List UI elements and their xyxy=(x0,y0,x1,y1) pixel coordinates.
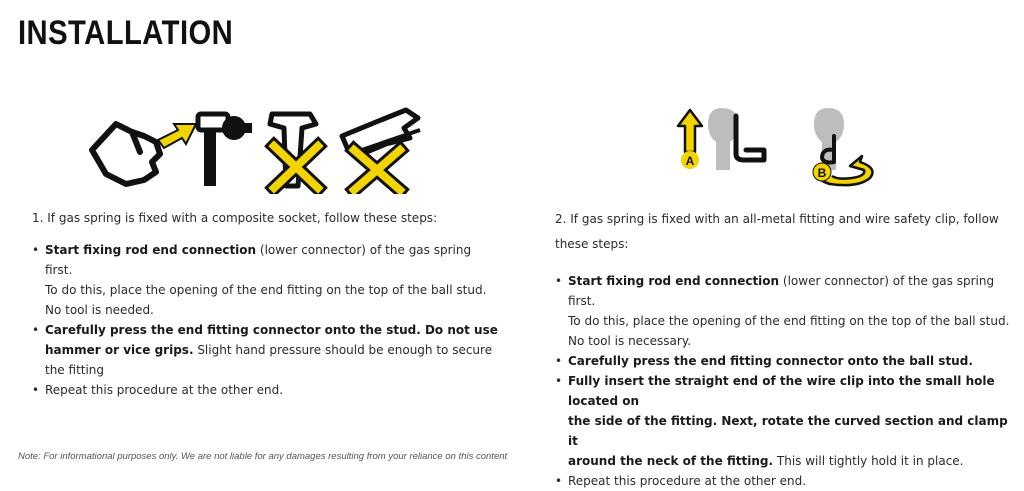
list-item: • Repeat this procedure at the other end. xyxy=(555,471,1015,491)
page-title: INSTALLATION xyxy=(18,14,234,52)
hand-press-icon xyxy=(92,124,160,184)
stud-icon xyxy=(198,114,252,186)
list-item: • Repeat this procedure at the other end. xyxy=(32,380,502,400)
no-hammer-icon xyxy=(270,114,318,188)
no-vice-grips-icon xyxy=(342,110,420,190)
list-item: • Carefully press the end fitting connector onto the stud. Do not use hammer or vice grips. Slight hand pressure should be enough to secure the fitting xyxy=(32,320,502,380)
section-intro: 2. If gas spring is fixed with an all-metal fitting and wire safety clip, follow these steps: xyxy=(555,212,999,251)
section-composite-socket xyxy=(32,207,502,400)
list-item: • Carefully press the end fitting connector onto the ball stud. xyxy=(555,351,1015,371)
list-item: • Fully insert the straight end of the wire clip into the small hole located on the side of the fitting. Next, rotate the curved section and clamp it around the neck of the fitting. This will tightly hold it in place. xyxy=(555,371,1015,471)
section-all-metal-fitting xyxy=(555,207,1015,491)
label-a: A xyxy=(685,154,695,168)
list-item: • Start fixing rod end connection (lower connector) of the gas spring first. To do this, place the opening of the end fitting on the top of the ball stud. No tool is necessary. xyxy=(555,271,1015,351)
icon-row-right xyxy=(674,104,884,188)
clip-rotate-b-icon xyxy=(813,108,872,185)
section-intro: 1. If gas spring is fixed with a composite socket, follow these steps: xyxy=(32,211,438,225)
arrow-up-a-icon xyxy=(678,110,702,169)
arrow-icon xyxy=(158,124,196,148)
disclaimer-note: Note: For informational purposes only. We are not liable for any damages resulting from your reliance on this content xyxy=(18,451,508,462)
list-item: • Start fixing rod end connection (lower connector) of the gas spring first. To do this, place the opening of the end fitting on the top of the ball stud. No tool is needed. xyxy=(32,240,502,320)
ball-stud-clip-icon xyxy=(708,108,764,170)
steps-list xyxy=(32,240,502,400)
icon-row-left xyxy=(86,102,426,194)
steps-list xyxy=(555,271,1015,491)
label-b: B xyxy=(817,166,827,180)
